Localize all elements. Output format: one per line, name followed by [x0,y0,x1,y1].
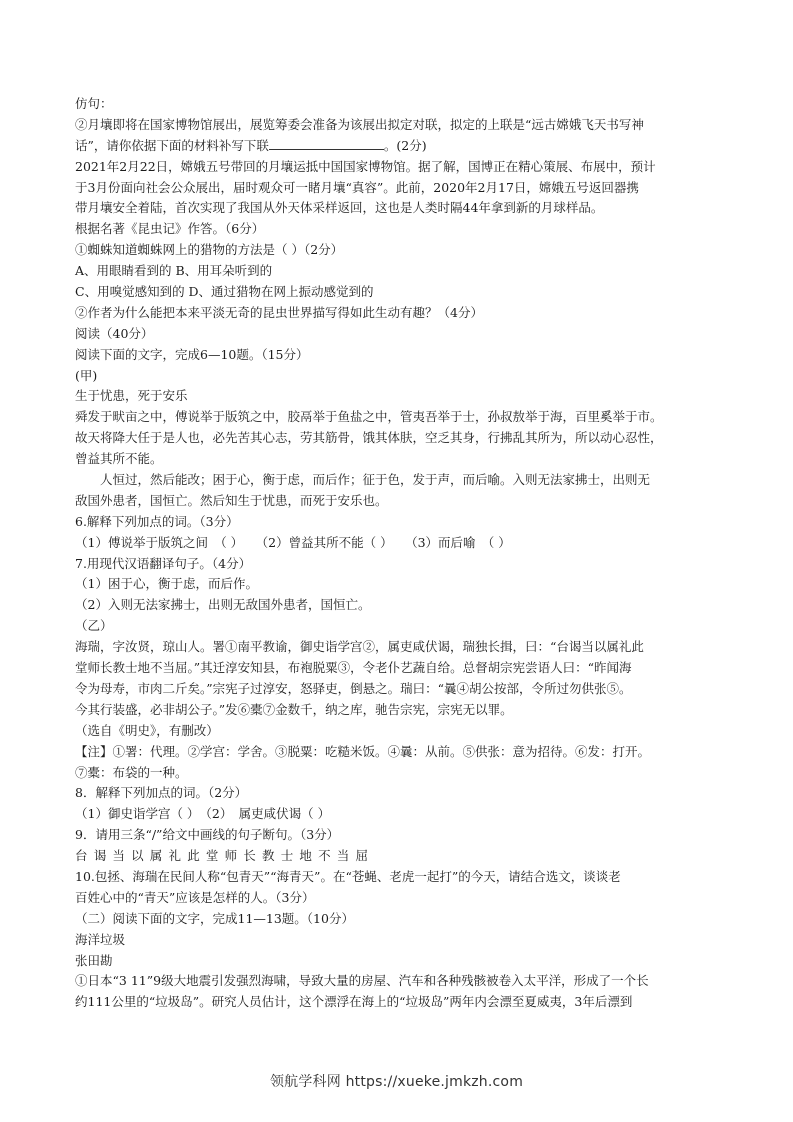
text-segment: 话”，请你依据下面的材料补写下联 [75,137,269,153]
text-line: 带月壤安全着陆，首次实现了我国从外天体采样返回，这也是人类时隔44年拿到新的月球样品。 [75,200,604,216]
passage-text: 曾益其所不能。 [75,451,163,467]
passage-title: 生于忧患，死于安乐 [75,388,188,404]
passage-text: 人恒过，然后能改；困于心，衡于虑，而后作；征于色，发于声，而后喻。入则无法家拂士，出则无 [100,472,651,488]
annotation-note: ⑦橐：布袋的一种。 [75,764,188,780]
text-line: ①蜘蛛知道蜘蛛网上的猎物的方法是（ ）（2分） [75,242,344,258]
answer-option: C、用嗅觉感知到的 D、通过猎物在网上振动感觉到的 [75,284,374,300]
question-heading: 8．解释下列加点的词。（2分） [75,785,248,801]
document-body [75,94,725,1013]
question-heading: 6.解释下列加点的词。（3分） [75,513,239,529]
passage-text: 约111公里的“垃圾岛”。研究人员估计，这个漂浮在海上的“垃圾岛”两年内会漂至夏威夷，3年后漂到 [75,994,633,1010]
text-line: ②作者为什么能把本来平淡无奇的昆虫世界描写得如此生动有趣？（4分） [75,304,483,320]
text-line: （1）傅说举于版筑之间 （ ） （2）曾益其所不能（ ） （3）而后喻 （ ） [75,534,511,550]
passage-text: 堂师长教士地不当屈。”其迁淳安知县，布袍脱粟③，令老仆艺蔬自给。总督胡宗宪尝语人曰：“昨闻海 [75,660,632,676]
text-line: 阅读下面的文字，完成6—10题。（15分） [75,346,309,362]
text-line: ②月壤即将在国家博物馆展出，展览筹委会准备为该展出拟定对联，拟定的上联是“远古嫦娥飞天书写神 [75,116,644,132]
passage-text: 海瑞，字汝贤，琼山人。署①南平教谕，御史诣学宫②，属吏咸伏谒，瑞独长揖，曰：“台谒当以属礼此 [75,639,644,655]
passage-label: （乙） [75,618,113,634]
text-line: （1）御史诣学宫（ ） （2） 属吏咸伏谒（ ） [75,806,331,822]
text-line [75,136,725,157]
question-heading: 7.用现代汉语翻译句子。（4分） [75,555,252,571]
passage-author: 张田勘 [75,952,113,968]
text-line: 仿句： [75,96,113,111]
section-heading: 阅读（40分） [75,325,154,341]
section-heading: （二）阅读下面的文字，完成11—13题。（10分） [75,910,354,926]
question-heading: 9．请用三条“/”给文中画线的句子断句。（3分） [75,827,340,843]
fill-in-blank [269,137,384,150]
text-line: 百姓心中的“青天”应该是怎样的人。（3分） [75,889,315,905]
text-line: （2）入则无法家拂士，出则无敌国外患者，国恒亡。 [75,597,371,613]
passage-text: 舜发于畎亩之中，傅说举于版筑之中，胶鬲举于鱼盐之中，管夷吾举于士，孙叔敖举于海，百里奚举于市。 [75,409,663,425]
passage-text: 令为母寿，市肉二斤矣。”宗宪子过淳安，怒驿吏，倒悬之。瑞曰：“曩④胡公按部，令所过勿供张⑤。 [75,680,632,696]
annotation-note: 【注】①署：代理。②学宫：学舍。③脱粟：吃糙米饭。④曩：从前。⑤供张：意为招待。⑥发：打开。 [75,743,651,759]
passage-text: 故天将降大任于是人也，必先苦其心志，劳其筋骨，饿其体肤，空乏其身，行拂乱其所为，所以动心忍性， [75,430,663,446]
question-heading: 10.包拯、海瑞在民间人称“包青天”“海青天”。在“苍蝇、老虎一起打”的今天，请结合选文，谈谈老 [75,868,621,884]
passage-title: 海洋垃圾 [75,931,126,947]
passage-text: 今其行装盛，必非胡公子。”发⑥橐⑦金数千，纳之库，驰告宗宪，宗宪无以罪。 [75,701,513,717]
answer-option: A、用眼睛看到的 B、用耳朵听到的 [75,263,273,279]
source-note: （选自《明史》，有删改） [75,722,219,738]
passage-text: ①日本“3 11”9级大地震引发强烈海啸，导致大量的房屋、汽车和各种残骸被卷入太平洋，形成了一个长 [75,973,649,989]
text-line: 2021年2月22日，嫦娥五号带回的月壤运抵中国国家博物馆。据了解，国博正在精心策展、布展中，预计 [75,158,656,174]
passage-text: 敌国外患者，国恒亡。然后知生于忧患，而死于安乐也。 [75,492,388,508]
page-footer: 领航学科网 https://xueke.jmkzh.com [269,1074,524,1090]
text-segment: 。(2分) [383,137,427,153]
sentence-to-segment: 台谒当以属礼此堂师长教士地不当屈 [75,848,375,864]
text-line: （1）困于心，衡于虑，而后作。 [75,576,258,592]
text-line: 于3月份面向社会公众展出，届时观众可一睹月壤“真容”。此前，2020年2月17日，嫦娥五号返回器携 [75,179,639,195]
question-heading: 根据名著《昆虫记》作答。（6分） [75,221,265,237]
passage-label: (甲) [75,367,98,383]
